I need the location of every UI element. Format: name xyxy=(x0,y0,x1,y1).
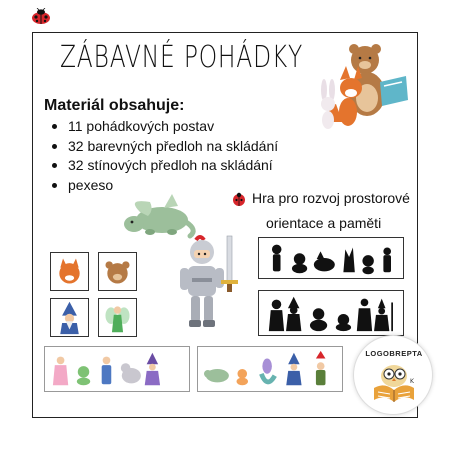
memory-card xyxy=(98,252,137,291)
svg-text:K: K xyxy=(410,378,414,385)
silhouettes-row-1 xyxy=(259,238,403,278)
memory-card xyxy=(50,298,89,337)
shadow-card xyxy=(258,290,404,336)
game-line-1: Hra pro rozvoj prostorové xyxy=(252,190,410,206)
materials-item: 32 stínových předloh na skládání xyxy=(52,156,278,176)
character-strip xyxy=(44,346,190,392)
wizard-card-icon xyxy=(51,299,88,336)
game-description xyxy=(232,186,422,236)
silhouettes-row-2 xyxy=(259,291,403,335)
bear-fox-rabbit-illustration xyxy=(310,42,420,132)
bear-card-icon xyxy=(99,253,136,290)
materials-item: 32 barevných předloh na skládání xyxy=(52,137,278,157)
ladybug-icon xyxy=(30,8,52,24)
ladybug-icon xyxy=(232,192,246,206)
logo-text: LOGOBREPTA xyxy=(365,349,423,358)
knight-illustration xyxy=(172,234,242,334)
characters-row-1 xyxy=(45,347,189,391)
materials-item: 11 pohádkových postav xyxy=(52,117,278,137)
fairy-card-icon xyxy=(99,299,136,336)
memory-card xyxy=(98,298,137,337)
materials-heading: Materiál obsahuje: xyxy=(44,97,185,114)
game-line-2: orientace a paměti xyxy=(266,215,382,231)
characters-row-2 xyxy=(198,347,342,391)
character-strip xyxy=(197,346,343,392)
page-title: ZÁBAVNÉ POHÁDKY xyxy=(60,40,304,75)
dragon-illustration xyxy=(120,190,200,240)
owl-reading-icon xyxy=(354,336,434,416)
materials-list xyxy=(52,117,278,195)
fox-card-icon xyxy=(51,253,88,290)
logobrepta-logo xyxy=(353,335,433,415)
shadow-card xyxy=(258,237,404,279)
memory-card xyxy=(50,252,89,291)
materials-item: pexeso xyxy=(52,176,278,196)
